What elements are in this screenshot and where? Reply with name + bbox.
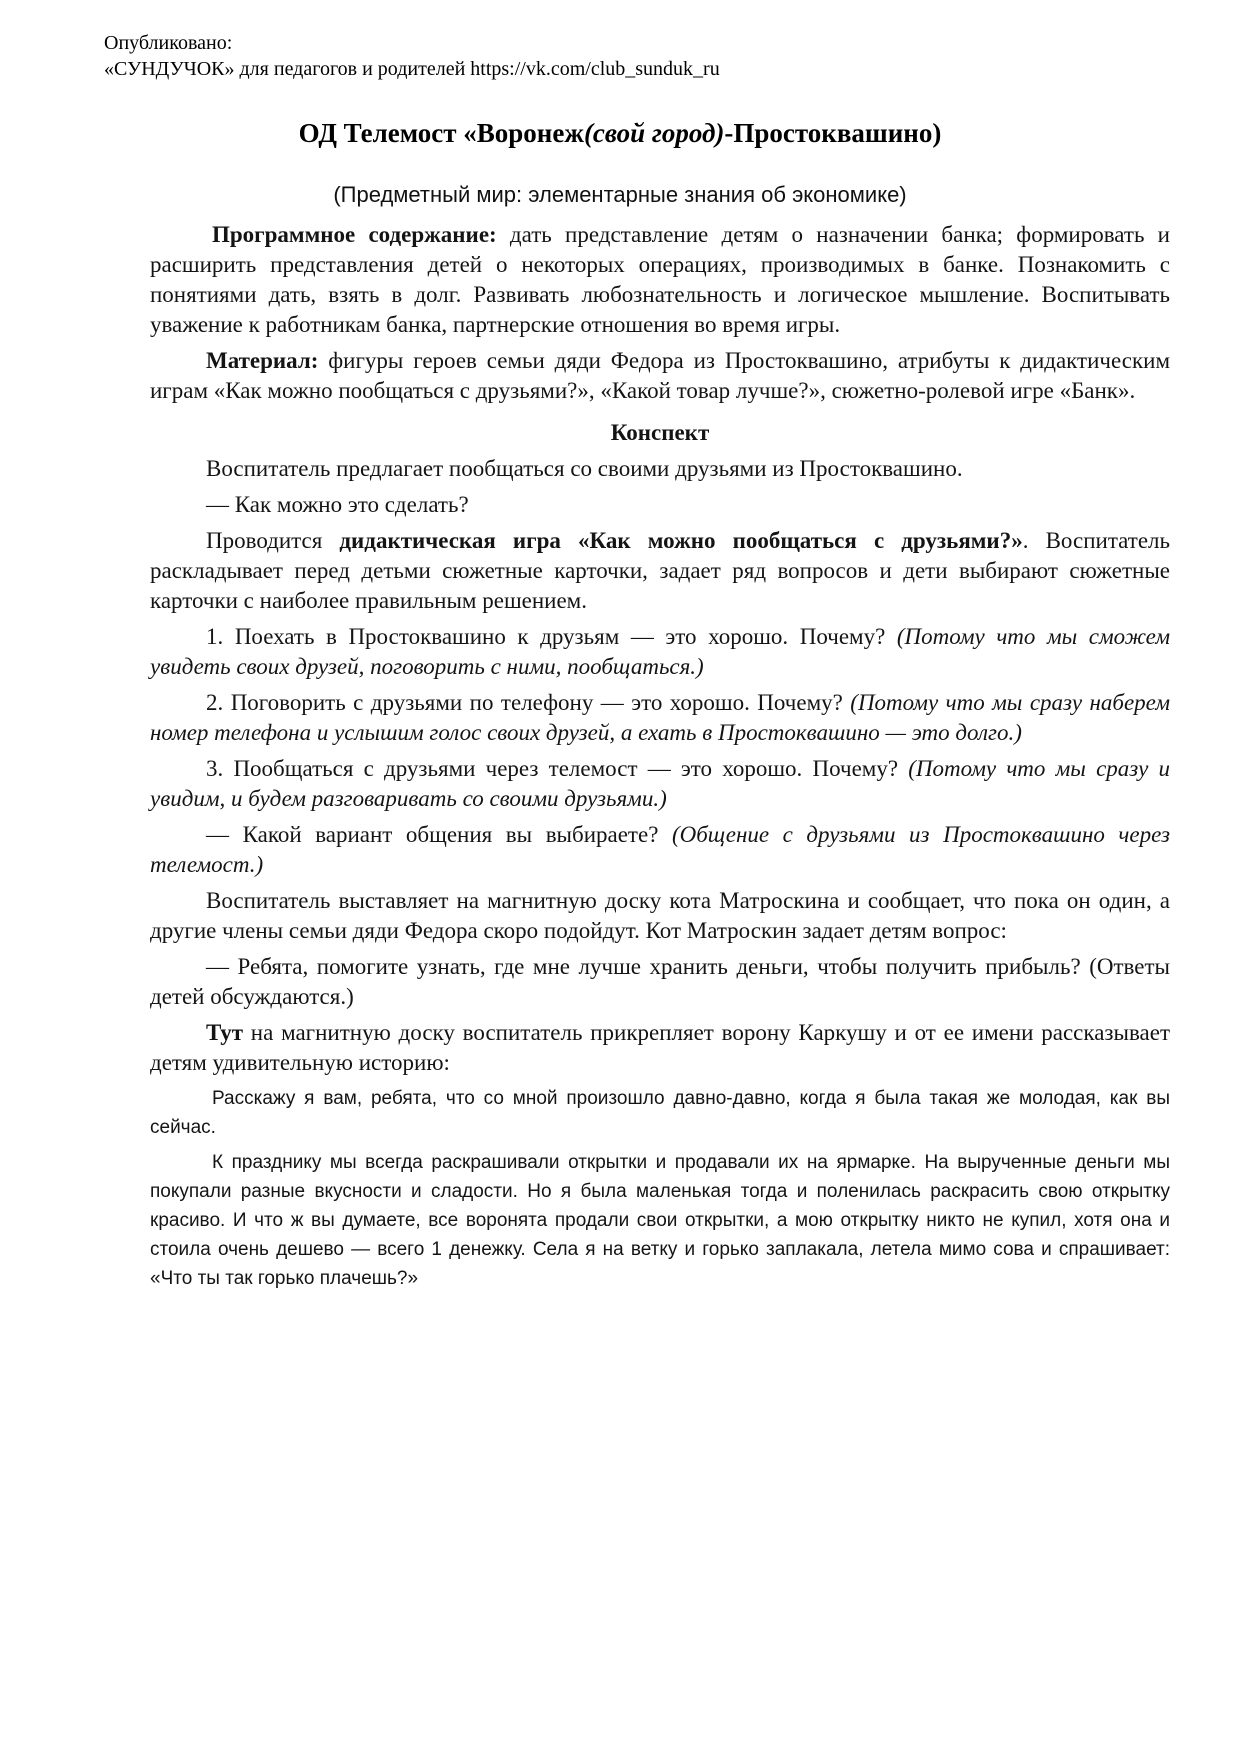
list-item-3 — [150, 754, 1170, 814]
list-item-2 — [150, 688, 1170, 748]
document-title — [0, 118, 1240, 149]
program-paragraph — [150, 220, 1170, 340]
konspekt-p3-start: Проводится — [206, 528, 340, 553]
item-1-text: 1. Поехать в Простоквашино к друзьям — это хорошо. Почему? — [206, 624, 897, 649]
item-2-answer: (Потому что мы сразу наберем номер телефона и услышим голос своих друзей, а ехать в Простоквашино — это долго.) — [150, 690, 1170, 745]
document-subtitle: (Предметный мир: элементарные знания об экономике) — [333, 182, 907, 207]
konspekt-p6-rest: на магнитную доску воспитатель прикрепляет ворону Каркушу и от ее имени рассказывает детям удивительную историю: — [150, 1020, 1170, 1075]
konspekt-p6 — [150, 1018, 1170, 1078]
konspekt-heading: Конспект — [610, 420, 710, 445]
question-answer: (Общение с друзьями из Простоквашино через телемост.) — [150, 822, 1170, 877]
title-part-3: -Простоквашино) — [724, 118, 942, 148]
konspekt-p5: — Ребята, помогите узнать, где мне лучше хранить деньги, чтобы получить прибыль? (Ответы детей обсуждаются.) — [150, 954, 1170, 1009]
title-part-1: ОД Телемост «Воронеж — [298, 118, 584, 148]
program-text: дать представление детям о назначении банка; формировать и расширить представления детей о некоторых операциях, производимых в банке. Познакомить с понятиями дать, взять в долг. Развивать любознательность и логическое мышление. Воспитывать уважение к работникам банка, партнерские отношения во время игры. — [150, 222, 1170, 337]
title-part-2: (свой город) — [583, 118, 725, 148]
list-item-1 — [150, 622, 1170, 682]
story-p1: Расскажу я вам, ребята, что со мной произошло давно-давно, когда я была такая же молодая, как вы сейчас. — [150, 1088, 1170, 1138]
published-label: Опубликовано: — [104, 32, 233, 54]
publisher-line: «СУНДУЧОК» для педагогов и родителей https://vk.com/club_sunduk_ru — [104, 58, 720, 80]
material-label: Материал: — [206, 348, 319, 373]
material-paragraph — [150, 346, 1170, 406]
konspekt-p4: Воспитатель выставляет на магнитную доску кота Матроскина и сообщает, что пока он один, а другие члены семьи дяди Федора скоро подойдут. Кот Матроскин задает детям вопрос: — [150, 888, 1170, 943]
game-name: дидактическая игра «Как можно пообщаться с друзьями?» — [339, 528, 1023, 553]
question-paragraph — [150, 820, 1170, 880]
question-text: — Какой вариант общения вы выбираете? — [206, 822, 672, 847]
publication-note — [104, 30, 720, 82]
program-label: Программное содержание: — [212, 222, 497, 247]
konspekt-p3-rest: . Воспитатель раскладывает перед детьми сюжетные карточки, задает ряд вопросов и дети выбирают сюжетные карточки с наиболее правильным решением. — [150, 528, 1170, 613]
item-2-text: 2. Поговорить с друзьями по телефону — это хорошо. Почему? — [206, 690, 851, 715]
konspekt-p2: — Как можно это сделать? — [206, 492, 469, 517]
story-p2: К празднику мы всегда раскрашивали открытки и продавали их на ярмарке. На вырученные деньги мы покупали разные вкусности и сладости. Но я была маленькая тогда и поленилась раскрасить свою открытку красиво. И что ж вы думаете, все воронята продали свои открытки, а мою открытку никто не купил, хотя она и стоила очень дешево — всего 1 денежку. Села я на ветку и горько заплакала, летела мимо сова и спрашивает: «Что ты так горько плачешь?» — [150, 1152, 1170, 1289]
item-3-text: 3. Пообщаться с друзьями через телемост — это хорошо. Почему? — [206, 756, 909, 781]
item-1-answer: (Потому что мы сможем увидеть своих друзей, поговорить с ними, пообщаться.) — [150, 624, 1170, 679]
konspekt-p1: Воспитатель предлагает пообщаться со своими друзьями из Простоквашино. — [206, 456, 963, 481]
document-body — [150, 220, 1170, 1299]
item-3-answer: (Потому что мы сразу и увидим, и будем разговаривать со своими друзьями.) — [150, 756, 1170, 811]
konspekt-p6-start: Тут — [206, 1020, 243, 1045]
konspekt-p3 — [150, 526, 1170, 616]
material-text: фигуры героев семьи дяди Федора из Простоквашино, атрибуты к дидактическим играм «Как можно пообщаться с друзьями?», «Какой товар лучше?», сюжетно-ролевой игре «Банк». — [150, 348, 1170, 403]
